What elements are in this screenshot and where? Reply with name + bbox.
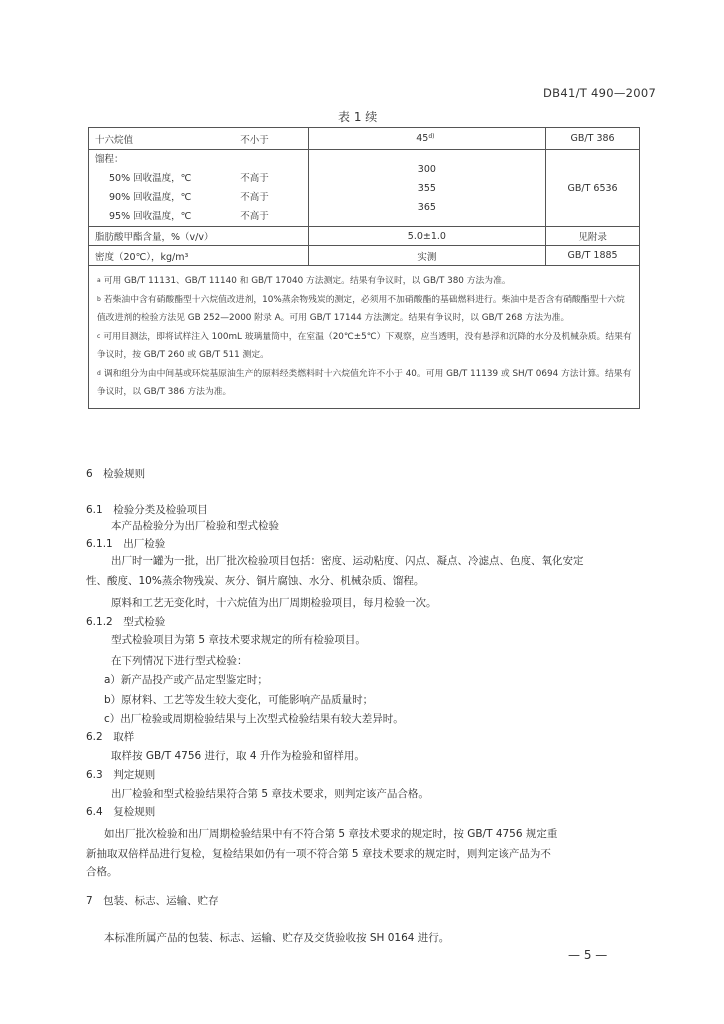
row-method: GB/T 1885 xyxy=(546,246,640,266)
row-method: 见附录 xyxy=(546,227,640,246)
row-name: 十六烷值 xyxy=(89,128,239,150)
table-title: 表 1 续 xyxy=(338,110,378,124)
paragraph: 合格。 xyxy=(86,866,118,878)
section-heading-6-2: 6.2 取样 xyxy=(86,731,135,743)
note-b: $^b$ 若柴油中含有硝酸酯型十六烷值改进剂，10%蒸余物残炭的测定，必须用不加硝酸酯的基础燃料进行。柴油中是否含有硝酸酯型十六烷值改进剂的检验方法见 GB 252—2000 附录 A。可用 GB/T 17144 方法测定。结果有争议时，以 GB/T 268 方法为准。 xyxy=(97,294,625,323)
row-value: 实测 xyxy=(308,246,546,266)
note-a: $^a$ 可用 GB/T 11131、GB/T 11140 和 GB/T 17040 方法测定。结果有争议时，以 GB/T 380 方法为准。 xyxy=(97,276,511,286)
row-limit: 不小于 xyxy=(238,128,308,150)
paragraph: 原料和工艺无变化时，十六烷值为出厂周期检验项目，每月检验一次。 xyxy=(111,597,437,609)
row-method: GB/T 386 xyxy=(546,128,640,150)
row-value: 300 355 365 xyxy=(308,150,546,227)
paragraph: 型式检验项目为第 5 章技术要求规定的所有检验项目。 xyxy=(111,634,366,646)
row-method: GB/T 6536 xyxy=(546,150,640,227)
section-heading-6-1-2: 6.1.2 型式检验 xyxy=(86,616,166,628)
paragraph: 本产品检验分为出厂检验和型式检验 xyxy=(111,520,279,532)
paragraph: 出厂时一罐为一批，出厂批次检验项目包括：密度、运动粘度、闪点、凝点、冷滤点、色度、氧化安定 xyxy=(111,555,584,567)
section-heading-6: 6 检验规则 xyxy=(86,468,146,480)
note-d: $^d$ 调和组分为由中间基或环烷基原油生产的原料经类燃料时十六烷值允许不小于 40。可用 GB/T 11139 或 SH/T 0694 方法计算。结果有争议时，以 GB/T 386 方法为准。 xyxy=(97,368,632,397)
row-name: 馏程： 50% 回收温度，℃ 90% 回收温度，℃ 95% 回收温度，℃ xyxy=(89,150,239,227)
row-name: 密度（20℃），kg/m³ xyxy=(89,246,309,266)
row-limit: 不高于 不高于 不高于 xyxy=(238,150,308,227)
list-item: c）出厂检验或周期检验结果与上次型式检验结果有较大差异时。 xyxy=(104,713,404,725)
row-name: 脂肪酸甲酯含量，%（v/v） xyxy=(89,227,309,246)
paragraph: 性、酸度、10%蒸余物残炭、灰分、铜片腐蚀、水分、机械杂质、馏程。 xyxy=(86,575,425,587)
note-c: $^c$ 可用目测法，即将试样注入 100mL 玻璃量筒中，在室温（20℃±5℃）下观察，应当透明，没有悬浮和沉降的水分及机械杂质。结果有争议时，按 GB/T 260 或 GB/T 511 测定。 xyxy=(97,331,632,360)
paragraph: 取样按 GB/T 4756 进行，取 4 升作为检验和留样用。 xyxy=(111,750,365,762)
paragraph: 本标准所属产品的包装、标志、运输、贮存及交货验收按 SH 0164 进行。 xyxy=(104,932,450,944)
row-value: 45$^{d)}$ xyxy=(308,128,546,150)
section-heading-6-1-1: 6.1.1 出厂检验 xyxy=(86,538,166,550)
section-heading-6-3: 6.3 判定规则 xyxy=(86,769,156,781)
list-item: b）原材料、工艺等发生较大变化，可能影响产品质量时； xyxy=(104,694,374,706)
section-heading-6-4: 6.4 复检规则 xyxy=(86,806,156,818)
section-heading-6-1: 6.1 检验分类及检验项目 xyxy=(86,504,208,516)
list-item: a）新产品投产或产品定型鉴定时； xyxy=(104,674,268,686)
row-value: 5.0±1.0 xyxy=(308,227,546,246)
paragraph: 新抽取双倍样品进行复检，复检结果如仍有一项不符合第 5 章技术要求的规定时，则判定该产品为不 xyxy=(86,848,551,860)
document-code: DB41/T 490—2007 xyxy=(543,86,657,100)
paragraph: 在下列情况下进行型式检验： xyxy=(111,655,248,667)
paragraph: 出厂检验和型式检验结果符合第 5 章技术要求，则判定该产品合格。 xyxy=(111,788,429,800)
page-number: — 5 — xyxy=(568,948,608,962)
section-heading-7: 7 包装、标志、运输、贮存 xyxy=(86,895,219,907)
paragraph: 如出厂批次检验和出厂周期检验结果中有不符合第 5 章技术要求的规定时，按 GB/T 4756 规定重 xyxy=(104,828,558,840)
